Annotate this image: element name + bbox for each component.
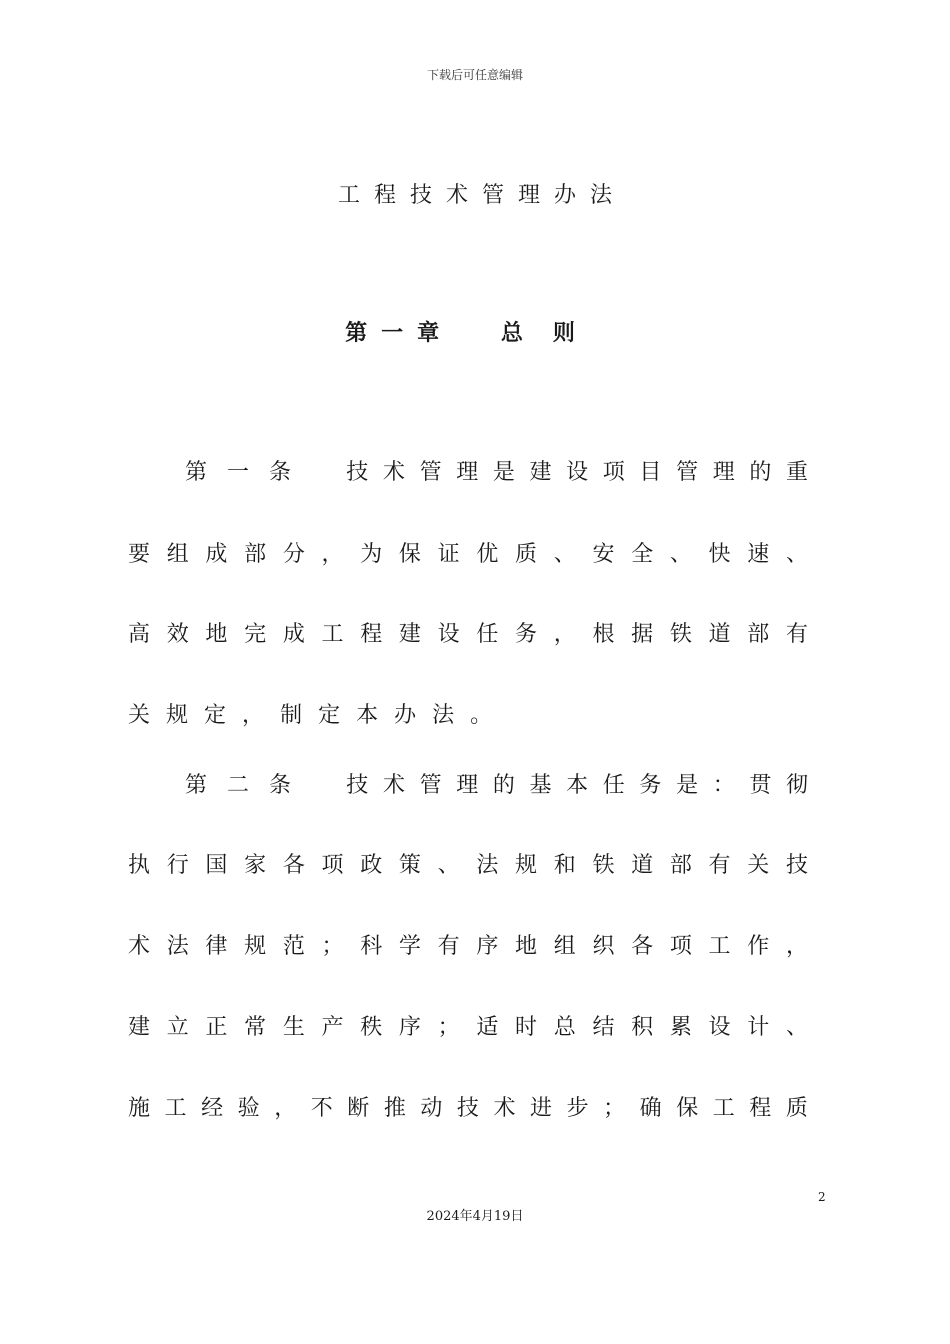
chapter-number: 第一章 — [345, 321, 454, 346]
article-line: 第 二 条 技 术 管 理 的 基 本 任 务 是 ： 贯 彻 — [185, 768, 808, 798]
page-footer-date: 2024年4月19日 — [426, 1209, 524, 1224]
article-line: 要 组 成 部 分 ， 为 保 证 优 质 、 安 全 、 快 速 、 — [128, 541, 808, 567]
page-number: 2 — [818, 1190, 826, 1204]
article-line: 术 法 律 规 范 ； 科 学 有 序 地 组 织 各 项 工 作 ， — [128, 933, 808, 959]
chapter-name: 总则 — [500, 321, 605, 346]
article-line: 关 规 定 ， 制 定 本 办 法 。 — [128, 702, 493, 728]
article-line: 第 一 条 技 术 管 理 是 建 设 项 目 管 理 的 重 — [185, 455, 808, 485]
article-number: 第 一 条 — [185, 459, 292, 485]
document-title: 工程技术管理办法 — [337, 183, 626, 208]
article-line: 执 行 国 家 各 项 政 策 、 法 规 和 铁 道 部 有 关 技 — [128, 852, 808, 878]
article-line: 高 效 地 完 成 工 程 建 设 任 务 ， 根 据 铁 道 部 有 — [128, 621, 808, 647]
article-number: 第 二 条 — [185, 772, 292, 798]
chapter-heading — [0, 316, 950, 347]
page-header-note: 下载后可任意编辑 — [426, 68, 523, 82]
article-line: 施 工 经 验 ， 不 断 推 动 技 术 进 步 ； 确 保 工 程 质 — [128, 1095, 808, 1121]
article-line: 建 立 正 常 生 产 秩 序 ； 适 时 总 结 积 累 设 计 、 — [128, 1014, 808, 1040]
